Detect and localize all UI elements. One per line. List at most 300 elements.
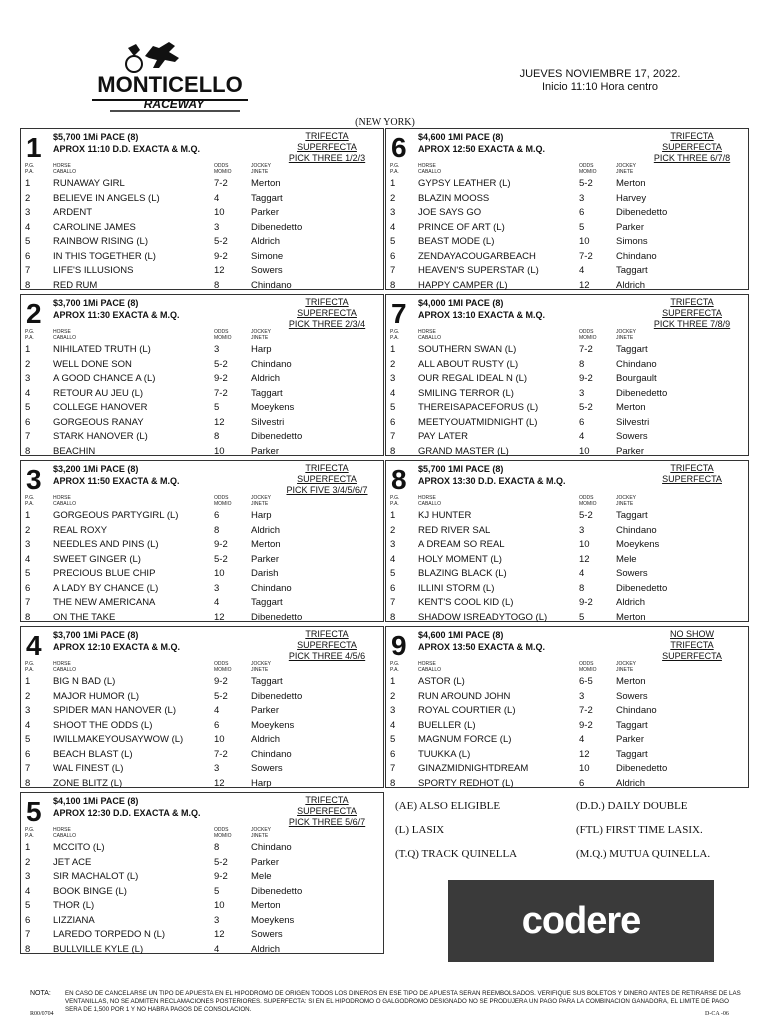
horse-name: LAREDO TORPEDO N (L)	[53, 929, 166, 940]
morning-odds: 5-2	[214, 690, 228, 702]
morning-odds: 8	[214, 431, 220, 442]
morning-odds: 10	[214, 568, 225, 579]
morning-odds: 5-2	[579, 178, 593, 189]
post-position: 1	[390, 676, 396, 687]
col-header-horse	[53, 827, 76, 839]
race-bet-types	[642, 463, 742, 485]
morning-odds: 9-2	[579, 719, 593, 731]
post-position: 5	[25, 568, 31, 579]
post-position: 6	[390, 416, 396, 428]
col-header-jockey-es: JINETE	[251, 667, 269, 673]
col-header-odds-en: ODDS	[214, 827, 229, 833]
col-header-odds-en: ODDS	[214, 661, 229, 667]
table-row	[21, 177, 383, 192]
morning-odds: 9-2	[579, 373, 593, 384]
table-row	[386, 250, 748, 265]
post-position: 7	[25, 929, 31, 940]
bet-type: PICK FIVE 3/4/5/6/7	[286, 485, 368, 495]
table-row	[21, 509, 383, 524]
col-header-pp	[390, 661, 399, 673]
horse-name: KJ HUNTER	[418, 510, 472, 521]
jockey-name: Parker	[616, 734, 644, 745]
table-row	[386, 733, 748, 748]
col-header-pp-en: P.G.	[25, 827, 35, 833]
col-header-pp-en: P.G.	[390, 495, 400, 501]
col-header-jockey-en: JOCKEY	[616, 495, 637, 501]
post-position: 3	[25, 373, 31, 384]
table-row	[21, 943, 383, 958]
col-header-horse-en: HORSE	[418, 163, 436, 169]
morning-odds: 7-2	[579, 705, 593, 716]
table-row	[21, 524, 383, 539]
morning-odds: 10	[579, 539, 590, 550]
morning-odds: 10	[579, 763, 590, 774]
race-time-wagers: APROX 13:50 EXACTA & M.Q.	[418, 642, 546, 652]
horse-list	[21, 343, 383, 459]
race-number: 9	[391, 630, 407, 661]
race-bet-types	[642, 629, 742, 662]
bet-type: TRIFECTA	[670, 131, 714, 141]
table-row	[21, 264, 383, 279]
bet-type: SUPERFECTA	[662, 651, 722, 661]
morning-odds: 10	[214, 900, 225, 911]
col-header-odds-en: ODDS	[214, 495, 229, 501]
jockey-name: Parker	[616, 445, 644, 457]
col-header-horse-en: HORSE	[418, 661, 436, 667]
race-number: 5	[26, 796, 42, 827]
table-row	[21, 279, 383, 294]
col-header-pp-en: P.G.	[25, 495, 35, 501]
table-row	[386, 401, 748, 416]
col-header-odds-es: MOMIO	[579, 335, 597, 341]
col-header-odds-es: MOMIO	[579, 667, 597, 673]
morning-odds: 7-2	[214, 178, 228, 189]
race-time-wagers: APROX 13:30 D.D. EXACTA & M.Q.	[418, 476, 566, 486]
jockey-name: Bourgault	[616, 373, 657, 384]
col-header-jockey-en: JOCKEY	[251, 329, 272, 335]
jockey-name: Mele	[251, 871, 272, 882]
col-header-odds	[214, 495, 232, 507]
jockey-name: Chindano	[616, 705, 657, 716]
race-time-wagers: APROX 11:50 EXACTA & M.Q.	[53, 476, 180, 486]
col-header-pp	[25, 329, 34, 341]
post-position: 5	[25, 900, 31, 911]
morning-odds: 4	[579, 265, 585, 276]
table-row	[386, 358, 748, 373]
col-header-jockey-es: JINETE	[616, 335, 634, 341]
col-header-horse-es: CABALLO	[53, 833, 77, 839]
morning-odds: 12	[579, 553, 590, 565]
jockey-name: Parker	[251, 553, 279, 565]
region-label: (NEW YORK)	[355, 117, 415, 128]
table-row	[386, 596, 748, 611]
morning-odds: 6	[579, 416, 585, 428]
jockey-name: Sowers	[616, 568, 648, 579]
post-position: 8	[25, 777, 31, 789]
post-position: 8	[25, 611, 31, 623]
race-time-wagers: APROX 12:10 EXACTA & M.Q.	[53, 642, 181, 652]
bet-type: PICK THREE 6/7/8	[653, 153, 731, 163]
post-position: 7	[25, 265, 31, 276]
jockey-name: Dibenedetto	[616, 387, 668, 399]
horse-name: ASTOR (L)	[418, 676, 465, 687]
jockey-name: Merton	[616, 676, 646, 687]
table-row	[386, 221, 748, 236]
morning-odds: 8	[579, 358, 585, 370]
col-header-pp-es: P.A.	[25, 335, 34, 341]
col-header-pp	[25, 495, 34, 507]
horse-name: PRECIOUS BLUE CHIP	[53, 568, 156, 579]
race-card-7	[385, 294, 749, 456]
table-row	[21, 401, 383, 416]
race-number: 4	[26, 630, 42, 661]
col-header-horse-es: CABALLO	[418, 501, 442, 507]
horse-name: RED RIVER SAL	[418, 524, 491, 536]
bet-type: SUPERFECTA	[297, 308, 357, 318]
col-header-horse-en: HORSE	[53, 661, 71, 667]
race-bet-types	[277, 795, 377, 828]
post-position: 3	[25, 207, 31, 218]
post-position: 4	[25, 885, 31, 897]
morning-odds: 9-2	[214, 250, 228, 262]
bet-type: TRIFECTA	[305, 297, 349, 307]
table-row	[21, 841, 383, 856]
post-position: 1	[390, 344, 396, 355]
jockey-name: Chindano	[616, 358, 657, 370]
post-position: 7	[390, 431, 396, 442]
race-purse: $5,700 1MI PACE (8)	[418, 464, 504, 474]
post-position: 5	[390, 402, 396, 413]
table-row	[21, 538, 383, 553]
morning-odds: 5-2	[214, 553, 228, 565]
horse-name: RUNAWAY GIRL	[53, 178, 125, 189]
col-header-odds	[214, 661, 232, 673]
bet-type: SUPERFECTA	[662, 474, 722, 484]
horse-name: THOR (L)	[53, 900, 95, 911]
horse-name: ZENDAYACOUGARBEACH	[418, 250, 536, 262]
col-header-jockey	[251, 495, 271, 507]
horse-name: MEETYOUATMIDNIGHT (L)	[418, 416, 538, 428]
horse-name: THEREISAPACEFORUS (L)	[418, 402, 539, 413]
horse-name: REAL ROXY	[53, 524, 108, 536]
jockey-name: Dibenedetto	[251, 431, 303, 442]
col-header-horse	[418, 495, 441, 507]
horse-name: SWEET GINGER (L)	[53, 553, 141, 565]
col-header-jockey-es: JINETE	[251, 335, 269, 341]
morning-odds: 8	[214, 842, 220, 853]
jockey-name: Merton	[616, 178, 646, 189]
horse-list	[386, 675, 748, 791]
bet-type: SUPERFECTA	[297, 142, 357, 152]
post-position: 2	[25, 856, 31, 868]
horse-name: GYPSY LEATHER (L)	[418, 178, 511, 189]
post-position: 5	[390, 734, 396, 745]
bet-type: PICK THREE 7/8/9	[653, 319, 731, 329]
morning-odds: 7-2	[579, 250, 593, 262]
col-header-odds	[579, 661, 597, 673]
post-position: 3	[25, 539, 31, 550]
table-row	[21, 748, 383, 763]
table-row	[386, 777, 748, 792]
morning-odds: 4	[214, 943, 220, 955]
bet-type: NO SHOW	[670, 629, 714, 639]
morning-odds: 5-2	[214, 856, 228, 868]
morning-odds: 8	[214, 279, 220, 291]
col-header-jockey-en: JOCKEY	[251, 495, 272, 501]
post-position: 4	[25, 553, 31, 565]
horse-list	[386, 343, 748, 459]
table-row	[21, 567, 383, 582]
post-position: 7	[25, 597, 31, 608]
morning-odds: 5-2	[214, 236, 228, 247]
post-position: 3	[390, 539, 396, 550]
morning-odds: 4	[214, 192, 220, 204]
col-header-odds-es: MOMIO	[214, 667, 232, 673]
post-position: 4	[390, 553, 396, 565]
post-position: 7	[25, 763, 31, 774]
jockey-name: Dibenedetto	[251, 885, 303, 897]
bet-type: SUPERFECTA	[662, 308, 722, 318]
table-row	[21, 387, 383, 402]
morning-odds: 9-2	[214, 539, 228, 550]
horse-name: MAGNUM FORCE (L)	[418, 734, 512, 745]
table-row	[21, 445, 383, 460]
post-position: 2	[390, 192, 396, 204]
morning-odds: 3	[579, 524, 585, 536]
col-header-horse	[418, 661, 441, 673]
table-row	[21, 690, 383, 705]
col-header-jockey-es: JINETE	[616, 667, 634, 673]
bet-type: TRIFECTA	[670, 463, 714, 473]
race-time-wagers: APROX 13:10 EXACTA & M.Q.	[418, 310, 546, 320]
morning-odds: 12	[579, 279, 590, 291]
bet-type: TRIFECTA	[670, 297, 714, 307]
morning-odds: 4	[579, 431, 585, 442]
col-header-horse	[53, 495, 76, 507]
horse-name: SIR MACHALOT (L)	[53, 871, 139, 882]
col-header-pp-en: P.G.	[25, 661, 35, 667]
morning-odds: 5	[579, 611, 585, 623]
jockey-name: Taggart	[251, 676, 283, 687]
bet-type: TRIFECTA	[305, 629, 349, 639]
horse-name: BLAZIN MOOSS	[418, 192, 490, 204]
jockey-name: Harp	[251, 510, 272, 521]
morning-odds: 3	[214, 914, 220, 926]
horse-name: NEEDLES AND PINS (L)	[53, 539, 159, 550]
horse-name: SOUTHERN SWAN (L)	[418, 344, 517, 355]
morning-odds: 5	[214, 885, 220, 897]
col-header-pp-en: P.G.	[390, 163, 400, 169]
horse-name: ZONE BLITZ (L)	[53, 777, 123, 789]
jockey-name: Simons	[616, 236, 648, 247]
col-header-horse-es: CABALLO	[418, 667, 442, 673]
table-row	[386, 192, 748, 207]
table-row	[386, 567, 748, 582]
col-header-pp-en: P.G.	[390, 661, 400, 667]
jockey-name: Sowers	[616, 690, 648, 702]
col-header-horse	[53, 661, 76, 673]
post-position: 8	[390, 279, 396, 291]
post-position: 7	[390, 597, 396, 608]
post-position: 2	[390, 358, 396, 370]
col-header-horse-en: HORSE	[53, 495, 71, 501]
morning-odds: 10	[579, 236, 590, 247]
post-position: 7	[390, 763, 396, 774]
post-position: 4	[25, 221, 31, 233]
col-header-horse-es: CABALLO	[53, 335, 77, 341]
morning-odds: 4	[579, 734, 585, 745]
table-row	[21, 596, 383, 611]
horse-name: HAPPY CAMPER (L)	[418, 279, 508, 291]
col-header-pp	[25, 163, 34, 175]
horse-name: A LADY BY CHANCE (L)	[53, 582, 159, 594]
footer-note: EN CASO DE CANCELARSE UN TIPO DE APUESTA EN EL HIPODROMO DE ORIGEN TODOS LOS DINEROS EN ESE TIPO DE APUESTA SERAN REEMBOLSADOS. VERIFIQUE SUS BOLETOS Y DINERO ANTES DE RETIRARSE DE LAS VENTANILLAS, NO SE ADMITEN RECLAMACIONES POSTERIORES. SUPERFECTA: SI EN EL HIPODROMO O GALGODROMO DESIGNADO NO SE PRODUJERA UN PAGO PARA LA COMBINACION GANADORA, EL LIMITE DE PAGO SERA DE 1,500 POR 1 Y NO HABRA PAGOS DE CONSOLACION.	[65, 990, 741, 1013]
post-position: 5	[390, 236, 396, 247]
race-number: 1	[26, 132, 42, 163]
morning-odds: 10	[579, 445, 590, 457]
post-position: 4	[390, 719, 396, 731]
morning-odds: 9-2	[579, 597, 593, 608]
horse-name: IN THIS TOGETHER (L)	[53, 250, 156, 262]
bet-type: TRIFECTA	[670, 640, 714, 650]
col-header-horse-es: CABALLO	[418, 335, 442, 341]
post-position: 2	[390, 524, 396, 536]
legend-tq: (T.Q) TRACK QUINELLA	[395, 848, 518, 860]
jockey-name: Harp	[251, 777, 272, 789]
horse-name: WELL DONE SON	[53, 358, 132, 370]
post-position: 6	[25, 250, 31, 262]
table-row	[386, 553, 748, 568]
bet-type: TRIFECTA	[305, 131, 349, 141]
race-time-wagers: APROX 11:30 EXACTA & M.Q.	[53, 310, 180, 320]
race-card-4	[20, 626, 384, 788]
post-position: 6	[25, 582, 31, 594]
race-number: 3	[26, 464, 42, 495]
morning-odds: 6	[214, 719, 220, 731]
morning-odds: 6	[214, 510, 220, 521]
post-position: 2	[25, 192, 31, 204]
table-row	[386, 445, 748, 460]
morning-odds: 3	[579, 192, 585, 204]
col-header-jockey-es: JINETE	[251, 169, 269, 175]
race-time-wagers: APROX 11:10 D.D. EXACTA & M.Q.	[53, 144, 201, 154]
col-header-horse	[53, 163, 76, 175]
horse-name: SPORTY REDHOT (L)	[418, 777, 514, 789]
table-row	[21, 777, 383, 792]
race-bet-types	[277, 131, 377, 164]
horse-name: HOLY MOMENT (L)	[418, 553, 502, 565]
legend-mq: (M.Q.) MUTUA QUINELLA.	[576, 848, 711, 860]
jockey-name: Moeykens	[251, 719, 295, 731]
col-header-jockey	[616, 163, 636, 175]
horse-name: ARDENT	[53, 207, 93, 218]
morning-odds: 4	[214, 705, 220, 716]
post-position: 8	[390, 777, 396, 789]
table-row	[386, 675, 748, 690]
table-row	[386, 416, 748, 431]
jockey-name: Moeykens	[616, 539, 660, 550]
table-row	[386, 264, 748, 279]
table-row	[21, 582, 383, 597]
col-header-odds-es: MOMIO	[214, 501, 232, 507]
race-number: 7	[391, 298, 407, 329]
morning-odds: 3	[214, 344, 220, 355]
horse-name: CAROLINE JAMES	[53, 221, 136, 233]
col-header-jockey-es: JINETE	[251, 833, 269, 839]
table-row	[386, 430, 748, 445]
col-header-horse-en: HORSE	[418, 329, 436, 335]
race-card-5	[20, 792, 384, 954]
morning-odds: 5-2	[579, 510, 593, 521]
col-header-pp-es: P.A.	[390, 335, 399, 341]
col-header-pp	[390, 163, 399, 175]
horse-name: ON THE TAKE	[53, 611, 116, 623]
col-header-jockey-es: JINETE	[251, 501, 269, 507]
race-bet-types	[277, 463, 377, 496]
horse-name: BOOK BINGE (L)	[53, 885, 127, 897]
jockey-name: Sowers	[251, 763, 283, 774]
jockey-name: Taggart	[616, 719, 648, 731]
jockey-name: Merton	[616, 402, 646, 413]
col-header-odds-en: ODDS	[579, 329, 594, 335]
morning-odds: 4	[579, 568, 585, 579]
horse-name: A DREAM SO REAL	[418, 539, 505, 550]
post-position: 5	[25, 734, 31, 745]
horse-name: COLLEGE HANOVER	[53, 402, 148, 413]
race-number: 8	[391, 464, 407, 495]
bet-type: PICK THREE 1/2/3	[288, 153, 366, 163]
col-header-horse-es: CABALLO	[53, 169, 77, 175]
horse-name: JET ACE	[53, 856, 92, 868]
horse-list	[21, 177, 383, 293]
col-header-jockey	[251, 827, 271, 839]
jockey-name: Harp	[251, 344, 272, 355]
table-row	[386, 206, 748, 221]
legend-ftl: (FTL) FIRST TIME LASIX.	[576, 824, 703, 836]
col-header-pp	[390, 495, 399, 507]
horse-name: GINAZMIDNIGHTDREAM	[418, 763, 529, 774]
horse-name: BEAST MODE (L)	[418, 236, 495, 247]
race-purse: $5,700 1Mi PACE (8)	[53, 132, 139, 142]
table-row	[386, 762, 748, 777]
horse-name: GORGEOUS PARTYGIRL (L)	[53, 510, 179, 521]
morning-odds: 7-2	[214, 748, 228, 760]
jockey-name: Chindano	[251, 842, 292, 853]
horse-name: NIHILATED TRUTH (L)	[53, 344, 151, 355]
col-header-horse-en: HORSE	[53, 827, 71, 833]
jockey-name: Sowers	[616, 431, 648, 442]
jockey-name: Simone	[251, 250, 284, 262]
post-position: 1	[25, 344, 31, 355]
post-position: 6	[390, 582, 396, 594]
bet-type: PICK THREE 4/5/6	[288, 651, 366, 661]
race-purse: $3,700 1Mi PACE (8)	[53, 298, 139, 308]
bet-type: TRIFECTA	[305, 795, 349, 805]
post-position: 8	[25, 943, 31, 955]
race-purse: $4,000 1MI PACE (8)	[418, 298, 504, 308]
post-position: 3	[390, 207, 396, 218]
post-position: 2	[390, 690, 396, 702]
jockey-name: Harvey	[616, 192, 647, 204]
jockey-name: Dibenedetto	[616, 207, 668, 218]
jockey-name: Aldrich	[616, 597, 646, 608]
morning-odds: 6-5	[579, 676, 593, 687]
col-header-pp	[25, 661, 34, 673]
post-position: 7	[25, 431, 31, 442]
race-time-wagers: APROX 12:50 EXACTA & M.Q.	[418, 144, 546, 154]
table-row	[21, 250, 383, 265]
post-position: 1	[25, 842, 31, 853]
